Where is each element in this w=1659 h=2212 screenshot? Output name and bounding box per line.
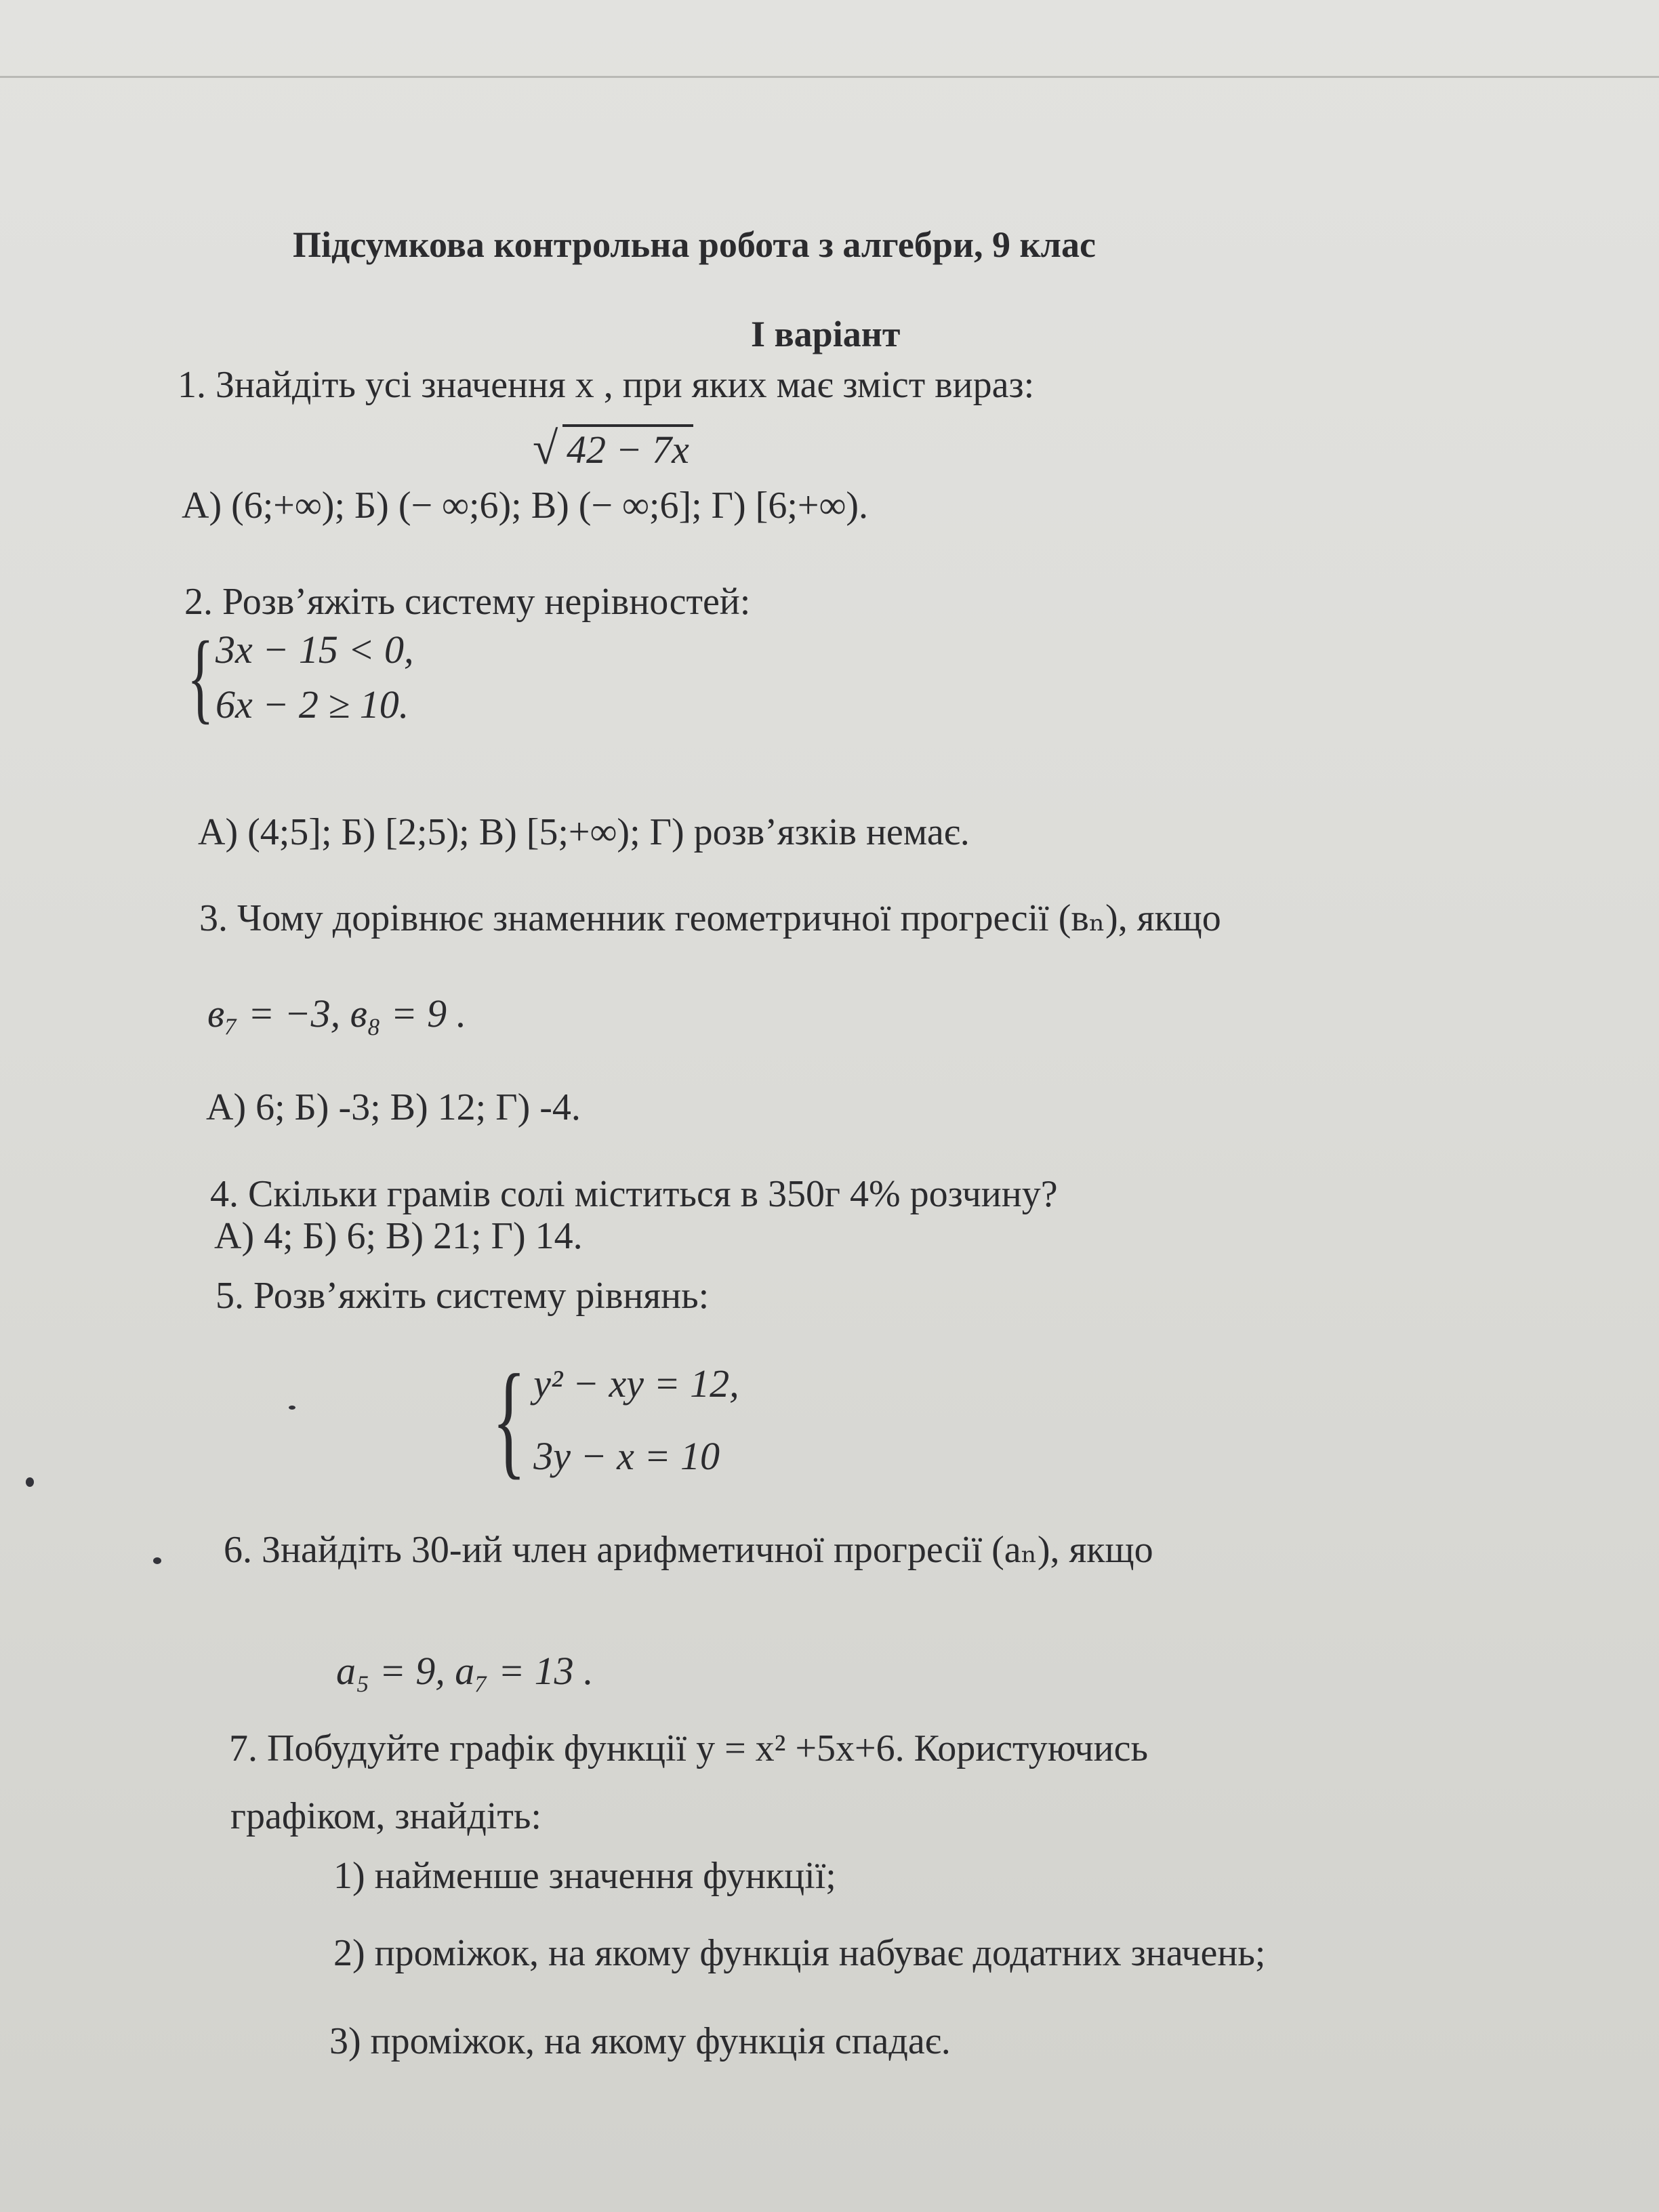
- question-1-expression: √ 42 − 7x: [533, 424, 693, 472]
- page-title: Підсумкова контрольна робота з алгебри, 9 клас: [293, 224, 1096, 265]
- question-6-condition: a₅ = 9, a₇ = 13 .: [336, 1649, 594, 1693]
- question-2-text: 2. Розв’яжіть систему нерівностей:: [184, 581, 751, 623]
- question-3-options: А) 6; Б) -3; В) 12; Г) -4.: [206, 1086, 581, 1128]
- question-1-text: 1. Знайдіть усі значення x , при яких має зміст вираз:: [178, 364, 1035, 406]
- question-2-system: [187, 621, 414, 733]
- question-7-item-3: 3) проміжок, на якому функція спадає.: [329, 2020, 951, 2062]
- equation-2: 3y − x = 10: [533, 1434, 720, 1478]
- inequality-1: 3x − 15 < 0,: [216, 628, 414, 672]
- ink-mark: [153, 1557, 161, 1564]
- question-4-options: А) 4; Б) 6; В) 21; Г) 14.: [214, 1215, 583, 1257]
- question-5-text: 5. Розв’яжіть систему рівнянь:: [216, 1275, 710, 1317]
- question-7-item-1: 1) найменше значення функції;: [333, 1855, 836, 1897]
- equation-1: y² − xy = 12,: [533, 1361, 739, 1406]
- ink-mark: [289, 1406, 295, 1410]
- question-5-system: [492, 1349, 739, 1491]
- system-brace: {: [492, 1349, 527, 1491]
- question-3-text: 3. Чому дорівнює знаменник геометричної прогресії (вₙ), якщо: [199, 897, 1221, 939]
- question-7-text: 7. Побудуйте графік функції y = x² +5x+6. Користуючись: [229, 1727, 1148, 1769]
- sqrt-radicand: 42 − 7x: [562, 424, 693, 472]
- system-brace: {: [187, 621, 214, 733]
- question-2-options: А) (4;5]; Б) [2;5); В) [5;+∞); Г) розв’язків немає.: [198, 811, 970, 853]
- ink-mark: [26, 1477, 34, 1487]
- paper-edge: [0, 76, 1659, 78]
- question-3-condition: в₇ = −3, в₈ = 9 .: [207, 991, 467, 1036]
- variant-heading: І варіант: [751, 314, 901, 354]
- question-4-text: 4. Скільки грамів солі міститься в 350г 4% розчину?: [210, 1173, 1058, 1215]
- question-7-text-continued: графіком, знайдіть:: [230, 1795, 541, 1837]
- question-1-options: А) (6;+∞); Б) (− ∞;6); В) (− ∞;6]; Г) [6;+∞).: [182, 485, 869, 527]
- inequality-2: 6x − 2 ≥ 10.: [216, 682, 409, 726]
- question-6-text: 6. Знайдіть 30-ий член арифметичної прогресії (aₙ), якщо: [224, 1529, 1153, 1571]
- question-7-item-2: 2) проміжок, на якому функція набуває додатних значень;: [333, 1932, 1266, 1974]
